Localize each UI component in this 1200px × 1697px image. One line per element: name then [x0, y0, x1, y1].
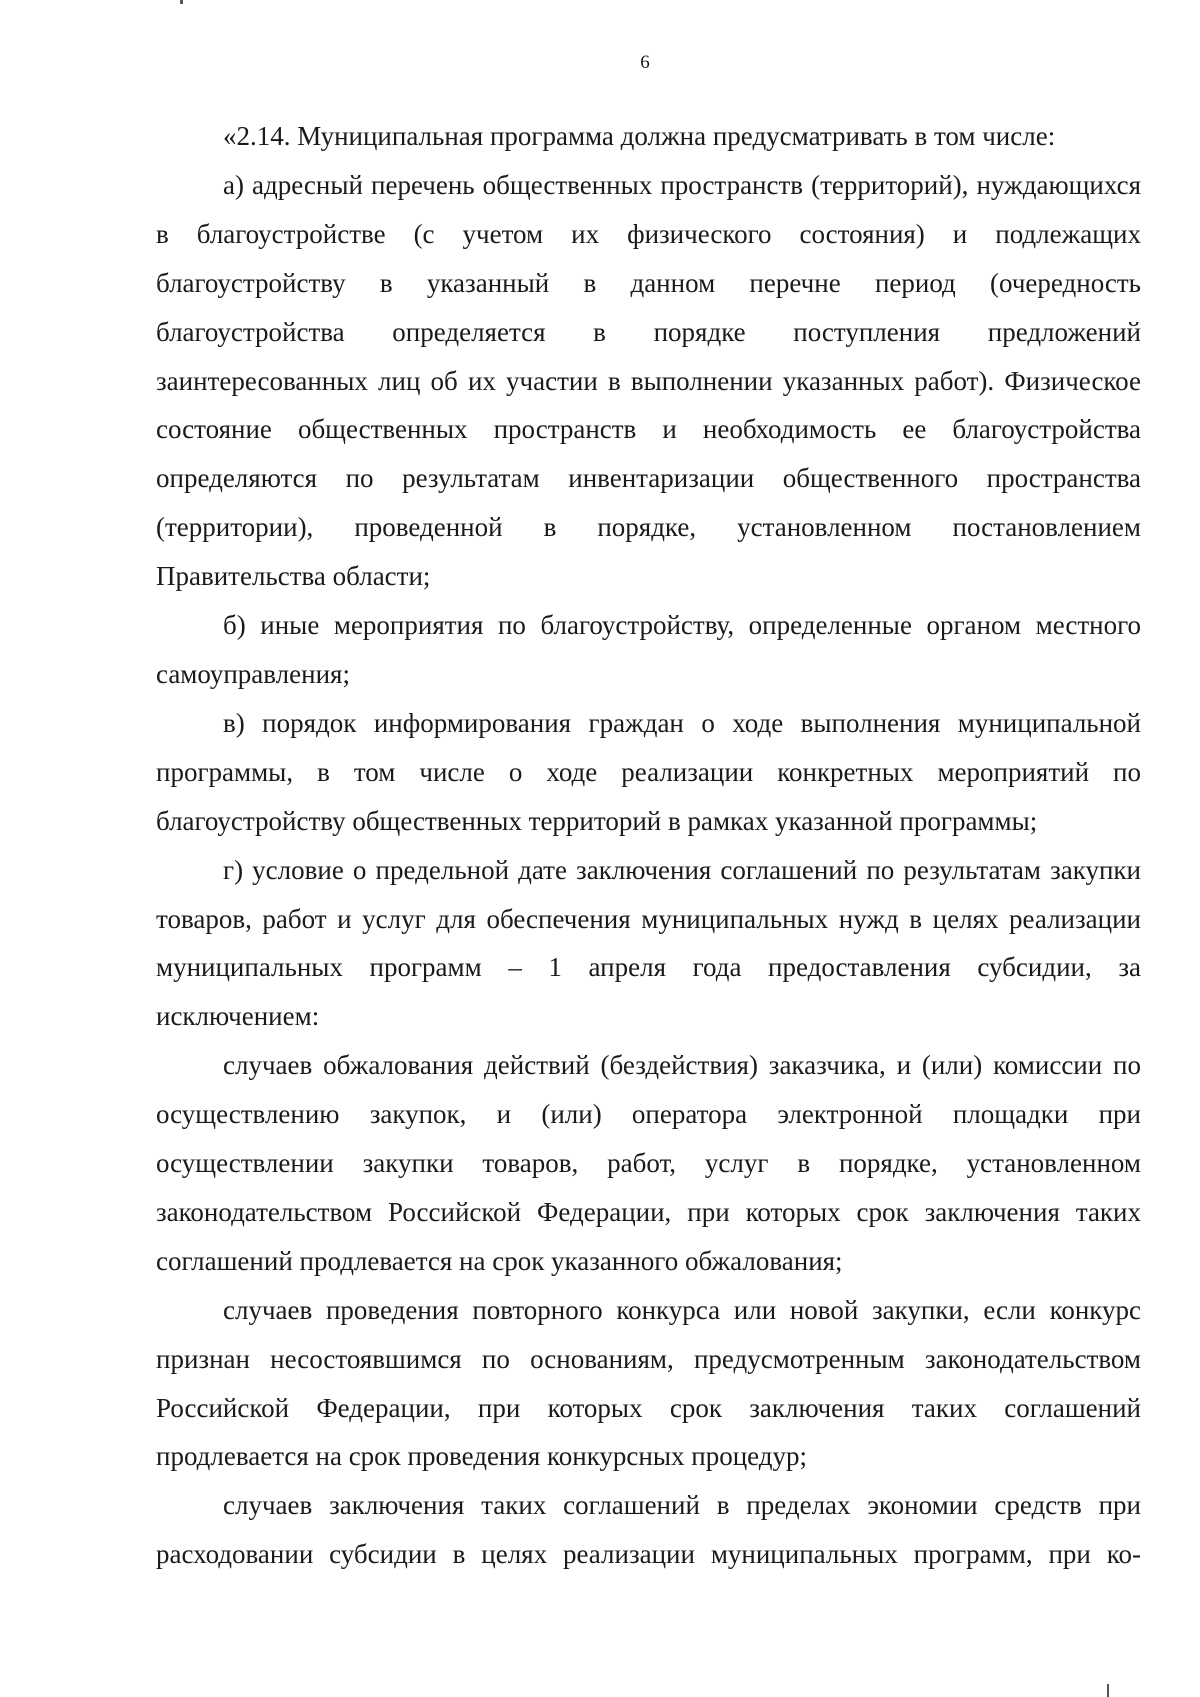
paragraph-exception-savings: случаев заключения таких соглашений в пределах экономии средств при расходовании субсидии в целях реализации муниципальных программ, при ко- — [156, 1490, 1141, 1570]
paragraph-exception-repeat-tender: случаев проведения повторного конкурса или новой закупки, если конкурс признан несостоявшимся по основаниям, предусмотренным законодательством Российской Федерации, при которых срок заключения таких соглашений продлевается на срок проведения конкурсных процедур; — [156, 1294, 1141, 1472]
page-number: 6 — [640, 52, 650, 73]
scan-mark-bottom — [1107, 1684, 1109, 1697]
paragraph-item-b: б) иные мероприятия по благоустройству, определенные органом местного самоуправления; — [156, 610, 1141, 689]
document-body — [156, 112, 1141, 1579]
scan-mark-top — [180, 0, 183, 4]
paragraph-item-g: г) условие о предельной дате заключения соглашений по результатам закупки товаров, работ и услуг для обеспечения муниципальных нужд в целях реализации муниципальных программ – 1 апреля года предоставления субсидии, за исключением: — [156, 854, 1141, 1032]
paragraph-item-v: в) порядок информирования граждан о ходе выполнения муниципальной программы, в том числе о ходе реализации конкретных мероприятий по благоустройству общественных территорий в рамках указанной программы; — [156, 707, 1141, 836]
paragraph-item-a: а) адресный перечень общественных пространств (территорий), нуждающихся в благоустройстве (с учетом их физического состояния) и подлежащих благоустройству в указанный в данном перечне период (очередность благоустройства определяется в порядке поступления предложений заинтересованных лиц об их участии в выполнении указанных работ). Физическое состояние общественных пространств и необходимость ее благоустройства определяются по результатам инвентаризации общественного пространства (территории), проведенной в порядке, установленном постановлением Правительства области; — [156, 169, 1141, 592]
paragraph-exception-appeal: случаев обжалования действий (бездействия) заказчика, и (или) комиссии по осуществлению закупок, и (или) оператора электронной площадки при осуществлении закупки товаров, работ, услуг в порядке, установленном законодательством Российской Федерации, при которых срок заключения таких соглашений продлевается на срок указанного обжалования; — [156, 1050, 1141, 1276]
paragraph-2-14-intro: «2.14. Муниципальная программа должна предусматривать в том числе: — [223, 121, 1056, 151]
